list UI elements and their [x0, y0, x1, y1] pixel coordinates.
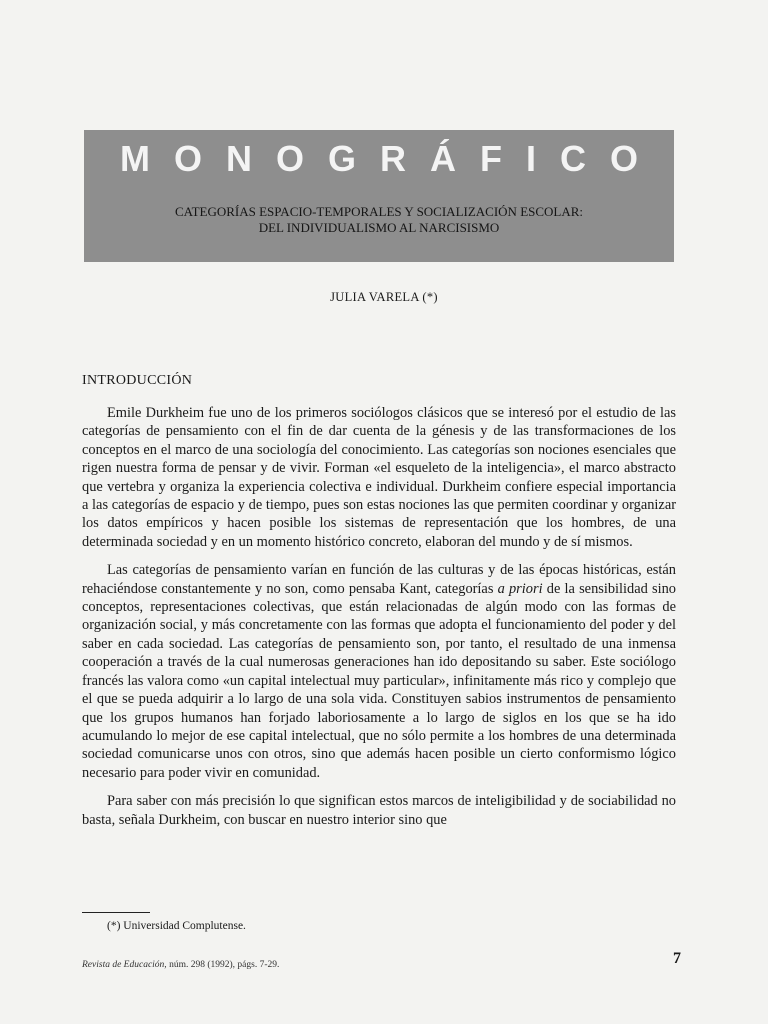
author-name: JULIA VARELA (*): [330, 290, 438, 304]
paragraph-3: Para saber con más precisión lo que significan estos marcos de inteligibilidad y de sociabilidad no basta, señala Durkheim, con buscar en nuestro interior sino que: [82, 793, 676, 828]
journal-citation: [82, 960, 279, 970]
monografico-banner: [84, 130, 674, 262]
citation-details: núm. 298 (1992), págs. 7-29.: [166, 960, 280, 970]
paragraph-2-text-b: de la sensibilidad sino conceptos, representaciones colectivas, que están relacionadas de algún modo con las formas de organización social, y más concretamente con las formas que adopta el funcionamiento del poder y del saber en cada sociedad. Las categorías de pensamiento son, por tanto, el resultado de una inmensa cooperación a través de la cual numerosas generaciones han ido depositando su saber. Este sociólogo francés las valora como «un capital intelectual muy particular», infinitamente más rico y complejo que el que se pueda adquirir a lo largo de una sola vida. Constituyen sabios instrumentos de pensamiento que los grupos humanos han forjado laboriosamente a lo largo de siglos en los que se ha ido acumulando lo mejor de ese capital intelectual, que no sólo permite a los hombres de una determinada sociedad comunicarse unos con otros, sino que además hacen posible un cierto conformismo lógico necesario para poder vivir en comunidad.: [82, 580, 676, 781]
article-body: [82, 404, 676, 839]
article-title: [104, 204, 654, 236]
article-title-line-2: DEL INDIVIDUALISMO AL NARCISISMO: [258, 220, 500, 235]
journal-name: Revista de Educación,: [82, 960, 167, 970]
footnote-divider: [82, 912, 150, 913]
section-title: MONOGRÁFICO: [120, 138, 662, 179]
footnote: (*) Universidad Complutense.: [107, 920, 246, 932]
paragraph-2-text-a: Las categorías de pensamiento varían en función de las culturas y de las épocas históricas, están rehaciéndose constantemente y no son, como pensaba Kant, categorías: [82, 562, 676, 597]
article-title-line-1: CATEGORÍAS ESPACIO-TEMPORALES Y SOCIALIZACIÓN ESCOLAR:: [174, 204, 584, 219]
paragraph-2-italic: a priori: [497, 580, 543, 597]
page-number: 7: [673, 950, 681, 967]
section-heading: INTRODUCCIÓN: [82, 373, 193, 388]
paragraph-1: Emile Durkheim fue uno de los primeros sociólogos clásicos que se interesó por el estudio de las categorías de pensamiento con el fin de dar cuenta de la génesis y de las transformaciones de los conceptos en el marco de una sociología del conocimiento. Las categorías son nociones esenciales que rigen nuestra forma de pensar y de vivir. Forman «el esqueleto de la inteligencia», el marco abstracto que vertebra y organiza la experiencia colectiva e individual. Durkheim confiere especial importancia a las categorías de espacio y de tiempo, pues son estas nociones las que permiten coordinar y organizar los datos empíricos y hacen posible los sistemas de representación que los hombres, de una determinada sociedad y en un momento histórico concreto, elaboran del mundo y de sí mismos.: [82, 405, 676, 550]
paragraph-2: [82, 561, 676, 782]
